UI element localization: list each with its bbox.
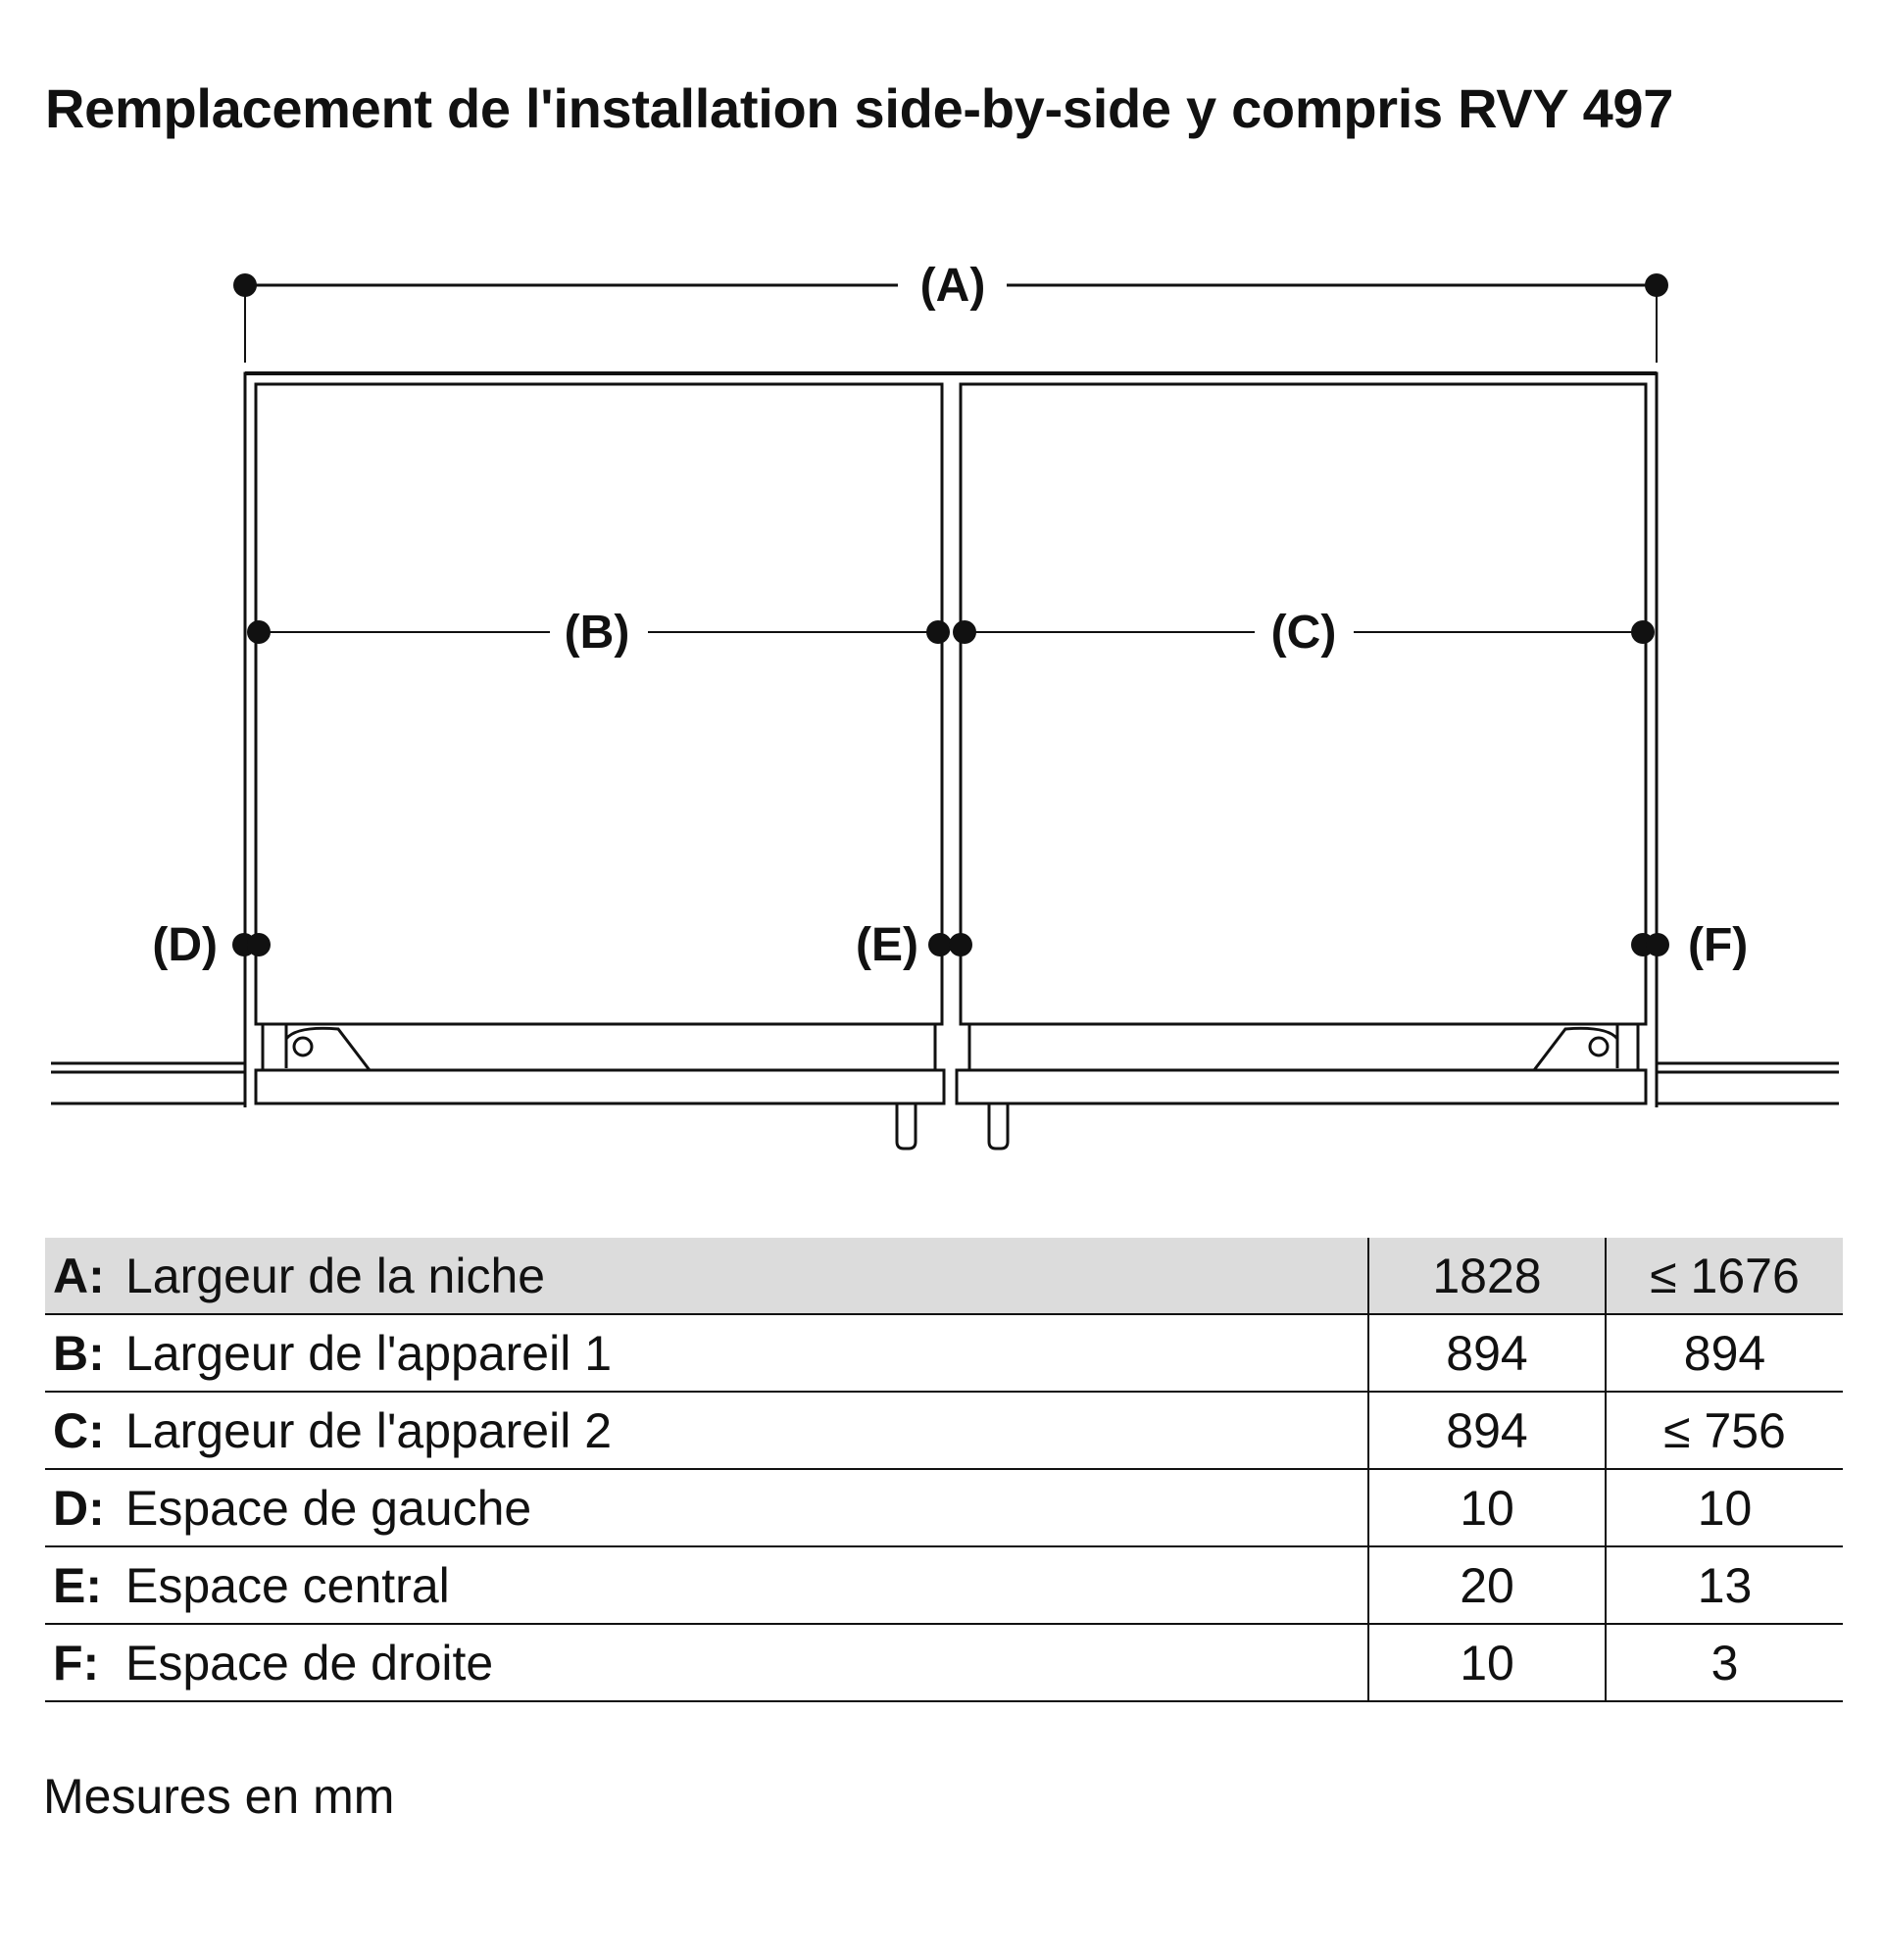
row-key: D: [45,1469,125,1546]
table-row [45,1624,1843,1701]
dim-c-dot-right [1631,620,1655,644]
hinge-right-pin [1590,1038,1608,1055]
dimensions-table [45,1238,1843,1702]
row-value-1: 20 [1368,1546,1606,1624]
row-key: B: [45,1314,125,1392]
row-key: F: [45,1624,125,1701]
dim-label-b: (B) [564,607,630,659]
dim-c-dot-left [953,620,976,644]
row-label: Largeur de l'appareil 2 [125,1392,1368,1469]
dim-a-dot-left [233,273,257,297]
row-value-2: 10 [1606,1469,1843,1546]
units-note: Mesures en mm [43,1769,395,1824]
row-value-2: 13 [1606,1546,1843,1624]
row-value-1: 1828 [1368,1238,1606,1314]
row-value-1: 894 [1368,1314,1606,1392]
row-label: Largeur de la niche [125,1238,1368,1314]
table-row [45,1469,1843,1546]
row-value-2: ≤ 756 [1606,1392,1843,1469]
dim-a-dot-right [1645,273,1668,297]
table-row [45,1238,1843,1314]
table-row [45,1314,1843,1392]
appliance-2-outline [961,384,1646,1024]
dim-d-dot-inner [247,933,271,956]
appliance-2-base [957,1070,1646,1103]
row-label: Espace de gauche [125,1469,1368,1546]
row-value-2: 894 [1606,1314,1843,1392]
page-title: Remplacement de l'installation side-by-side y compris RVY 497 [45,77,1674,139]
wall-right [1657,1063,1839,1103]
foot-left [897,1103,916,1149]
row-value-2: 3 [1606,1624,1843,1701]
foot-right [989,1103,1008,1149]
dim-e-dot-left [928,933,952,956]
row-value-2: ≤ 1676 [1606,1238,1843,1314]
row-value-1: 10 [1368,1469,1606,1546]
row-label: Espace central [125,1546,1368,1624]
appliance-1-outline [256,384,942,1024]
dim-label-d: (D) [152,919,218,971]
dim-label-f: (F) [1688,919,1749,971]
niche-frame [245,373,1657,1107]
row-key: E: [45,1546,125,1624]
dim-label-e: (E) [856,919,918,971]
table-row [45,1546,1843,1624]
row-value-1: 10 [1368,1624,1606,1701]
hinge-left-pin [294,1038,312,1055]
dim-b-dot-left [247,620,271,644]
dim-label-a: (A) [919,260,986,312]
dim-f-dot-outer [1646,933,1669,956]
hinge-right [1534,1024,1617,1070]
hinge-left [286,1024,370,1070]
row-value-1: 894 [1368,1392,1606,1469]
wall-left [51,1063,245,1103]
dim-e-dot-right [949,933,972,956]
row-key: A: [45,1238,125,1314]
dim-b-dot-right [926,620,950,644]
row-key: C: [45,1392,125,1469]
dim-label-c: (C) [1270,607,1337,659]
row-label: Largeur de l'appareil 1 [125,1314,1368,1392]
table-row [45,1392,1843,1469]
row-label: Espace de droite [125,1624,1368,1701]
appliance-1-base [256,1070,944,1103]
